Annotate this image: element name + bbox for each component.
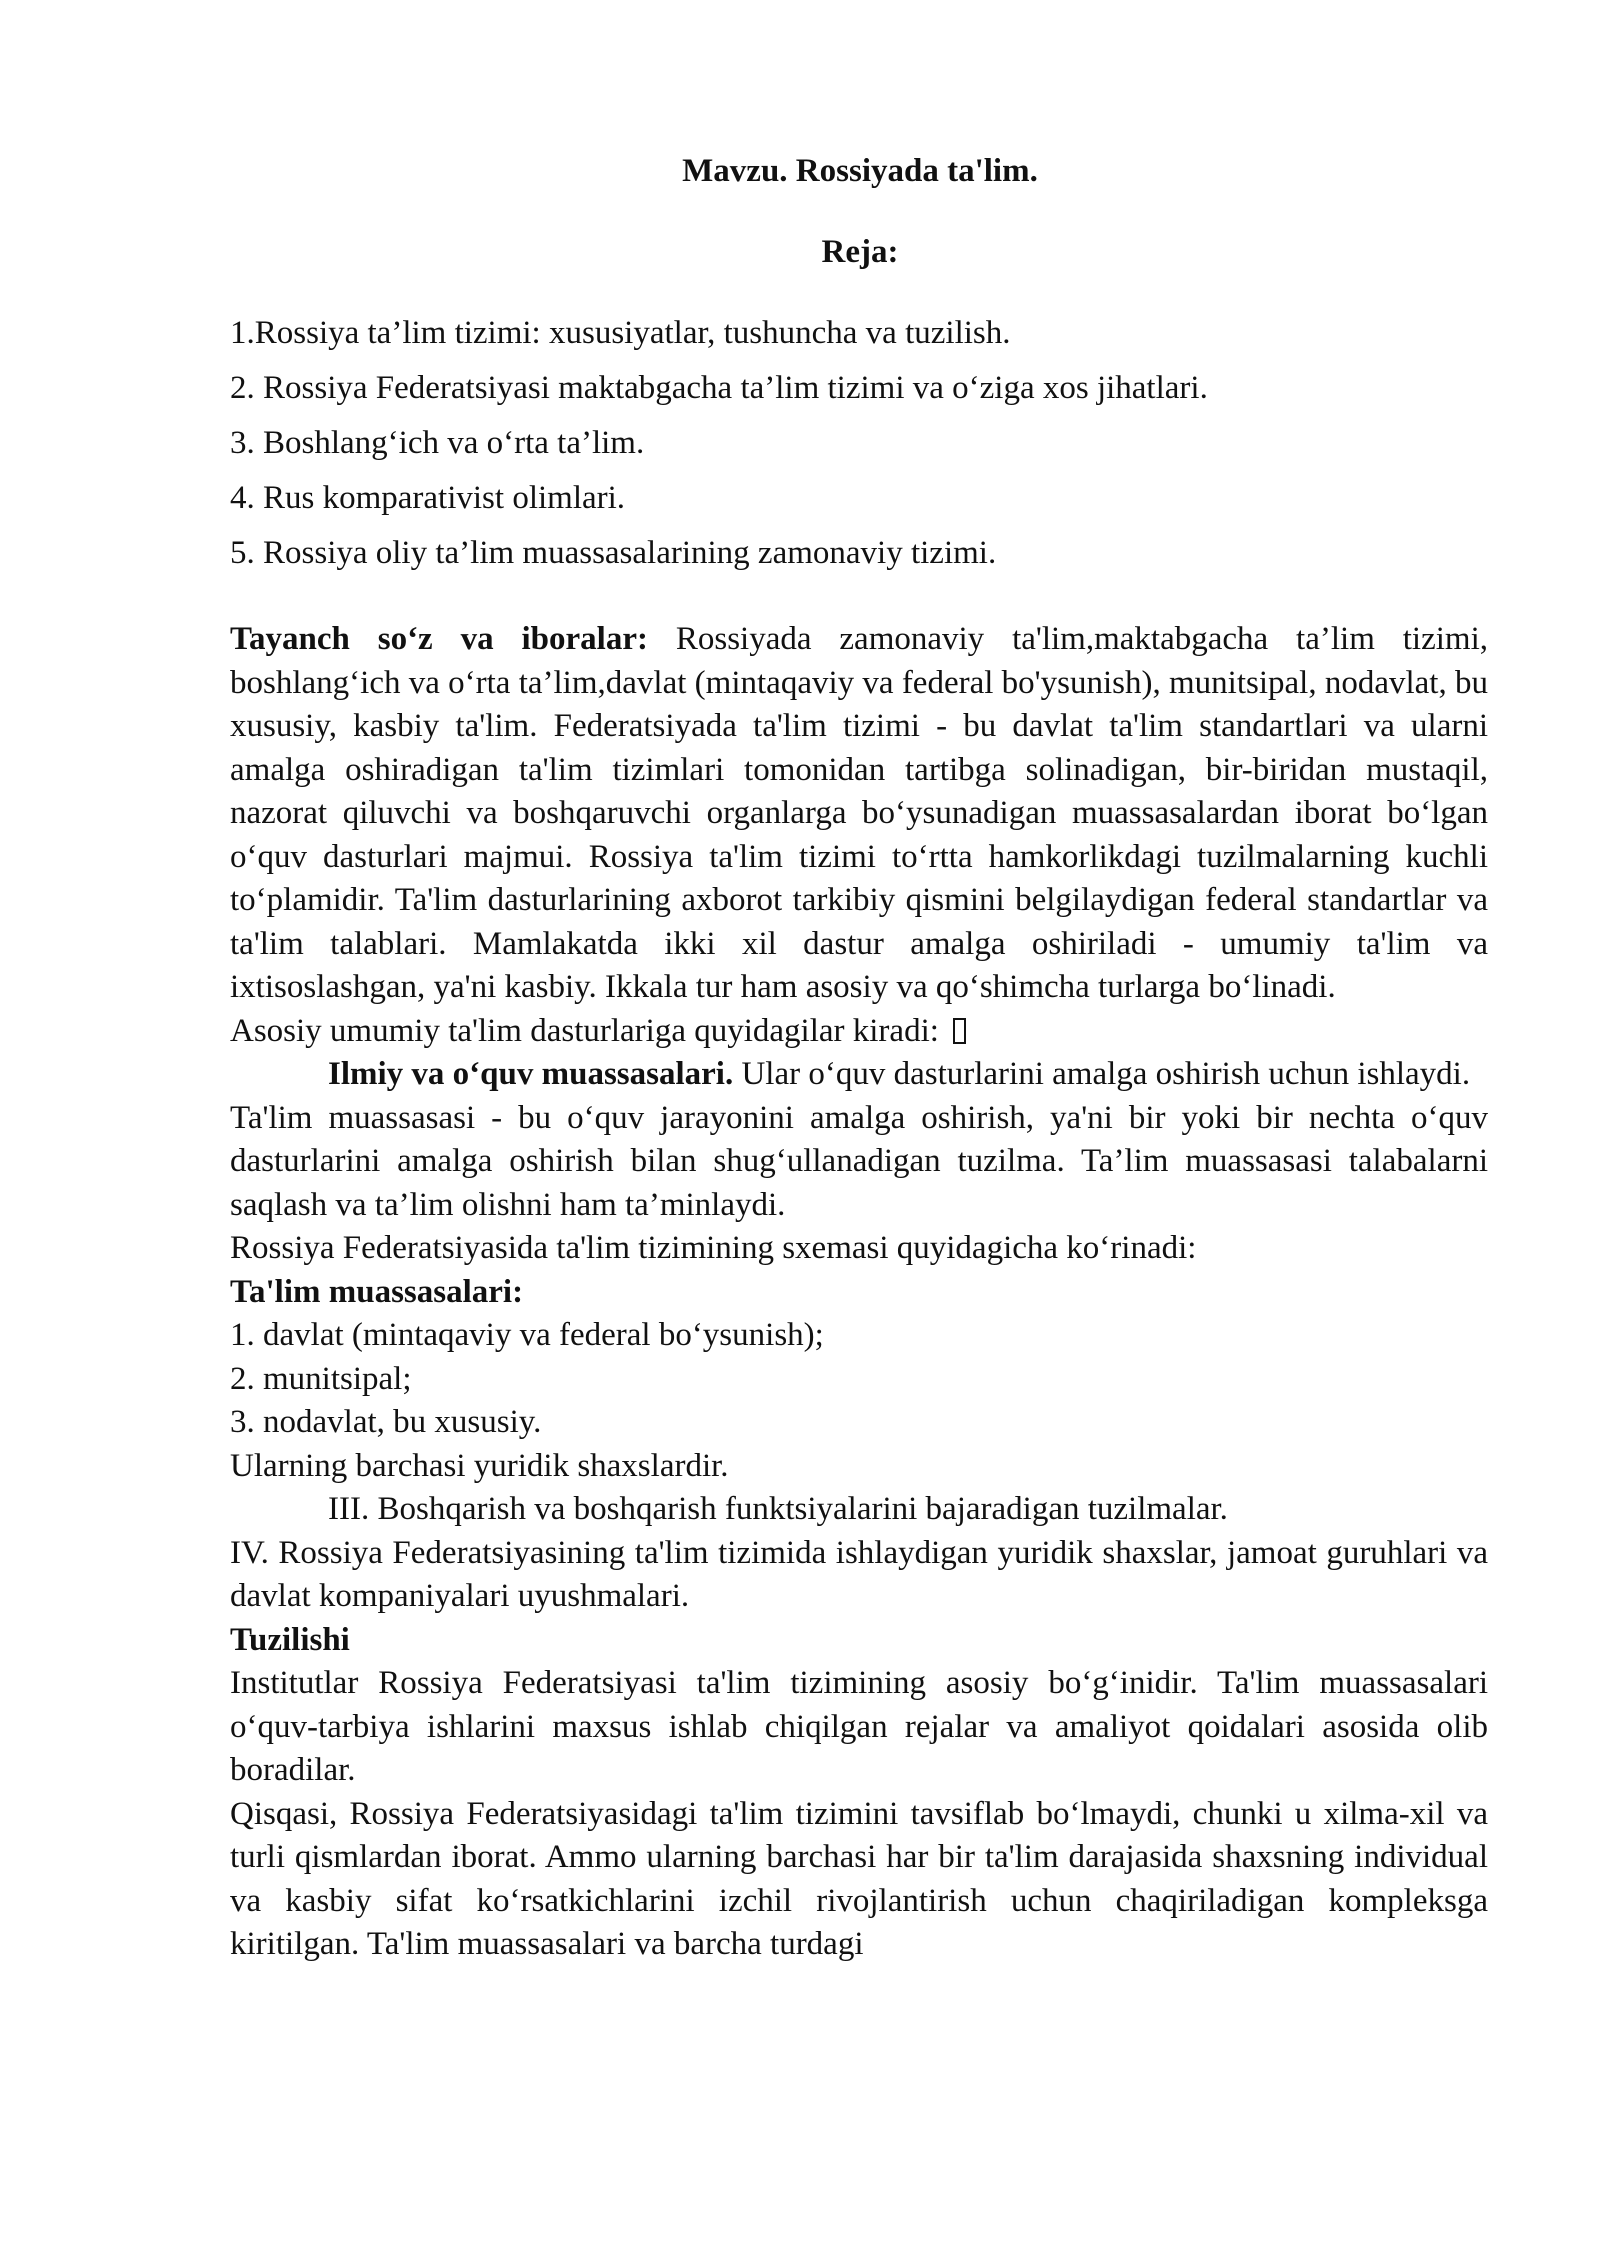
plan-item: 3. Boshlang‘ich va o‘rta ta’lim.	[230, 425, 645, 461]
plan-heading: Reja:	[821, 234, 899, 270]
type-item: 2. munitsipal;	[230, 1360, 412, 1397]
types-heading: Ta'lim muassasalari:	[230, 1273, 524, 1310]
keywords-text: Rossiyada zamonaviy ta'lim,maktabgacha ta’lim tizimi, boshlang‘ich va o‘rta ta’lim,davlat (mintaqaviy va federal bo'ysunish), munitsipal, nodavlat, bu xususiy, kasbiy ta'lim. Federatsiyada ta'lim tizimi - bu davlat ta'lim standartlari va ularni amalga oshiradigan ta'lim tizimlari tomonidan tartibga solinadigan, bir-biridan mustaqil, nazorat qiluvchi va boshqaruvchi organlarga bo‘ysunadigan muassasalardan iborat bo‘lgan o‘quv dasturlari majmui. Rossiya ta'lim tizimi to‘rtta hamkorlikdagi tuzilmalarning kuchli to‘plamidir. Ta'lim dasturlarining axborot tarkibiy qismini belgilaydigan federal standartlar va ta'lim talablari. Mamlakatda ikki xil dastur amalga oshiriladi - umumiy ta'lim va ixtisoslashgan, ya'ni kasbiy. Ikkala tur ham asosiy va qo‘shimcha turlarga bo‘linadi.	[230, 621, 1488, 1005]
structure-heading: Tuzilishi	[230, 1621, 350, 1658]
missing-glyph-icon	[953, 1018, 966, 1044]
legal-note: Ularning barchasi yuridik shaxslardir.	[230, 1447, 729, 1484]
type-item: 3. nodavlat, bu xususiy.	[230, 1404, 542, 1440]
institution-definition: Ta'lim muassasasi - bu o‘quv jarayonini amalga oshirish, ya'ni bir yoki bir nechta o‘quv dasturlarini amalga oshirish bilan shug‘ullanadigan tuzilma. Ta’lim muassasasi talabalarni saqlash va ta’lim olishni ham ta’minlaydi.	[230, 1099, 1488, 1223]
summary-paragraph: Qisqasi, Rossiya Federatsiyasidagi ta'lim tizimini tavsiflab bo‘lmaydi, chunki u xilma-xil va turli qismlardan iborat. Ammo ularning barchasi har bir ta'lim darajasida shaxsning individual va kasbiy sifat ko‘rsatkichlarini izchil rivojlantirish uchun chaqiriladigan kompleksga kiritilgan. Ta'lim muassasalari va barcha turdagi	[230, 1795, 1488, 1962]
scheme-intro: Rossiya Federatsiyasida ta'lim tizimining sxemasi quyidagicha ko‘rinadi:	[230, 1230, 1197, 1266]
document-body	[230, 618, 1488, 1967]
keywords-paragraph	[230, 618, 1488, 1010]
plan-item: 4. Rus komparativist olimlari.	[230, 480, 626, 516]
programs-line: Asosiy umumiy ta'lim dasturlariga quyidagilar kiradi:	[230, 1010, 1488, 1054]
type-item: 1. davlat (mintaqaviy va federal bo‘ysunish);	[230, 1317, 824, 1353]
document-title: Mavzu. Rossiyada ta'lim.	[682, 153, 1038, 189]
plan-item: 1.Rossiya ta’lim tizimi: xususiyatlar, tushuncha va tuzilish.	[230, 315, 1011, 351]
plan-item: 5. Rossiya oliy ta’lim muassasalarining zamonaviy tizimi.	[230, 535, 997, 571]
institutions-text: Ular o‘quv dasturlarini amalga oshirish uchun ishlaydi.	[733, 1056, 1471, 1092]
item-iv: IV. Rossiya Federatsiyasining ta'lim tizimida ishlaydigan yuridik shaxslar, jamoat guruhlari va davlat kompaniyalari uyushmalari.	[230, 1534, 1488, 1614]
institutions-paragraph	[230, 1053, 1488, 1097]
structure-paragraph: Institutlar Rossiya Federatsiyasi ta'lim tizimining asosiy bo‘g‘inidir. Ta'lim muassasalari o‘quv-tarbiya ishlarini maxsus ishlab chiqilgan rejalar va amaliyot qoidalari asosida olib boradilar.	[230, 1665, 1488, 1788]
item-iii: III. Boshqarish va boshqarish funktsiyalarini bajaradigan tuzilmalar.	[328, 1491, 1228, 1527]
keywords-label: Tayanch so‘z va iboralar:	[230, 621, 648, 657]
plan-list	[230, 306, 1500, 581]
institutions-label: Ilmiy va o‘quv muassasalari.	[328, 1056, 734, 1092]
plan-item: 2. Rossiya Federatsiyasi maktabgacha ta’lim tizimi va o‘ziga xos jihatlari.	[230, 370, 1208, 406]
